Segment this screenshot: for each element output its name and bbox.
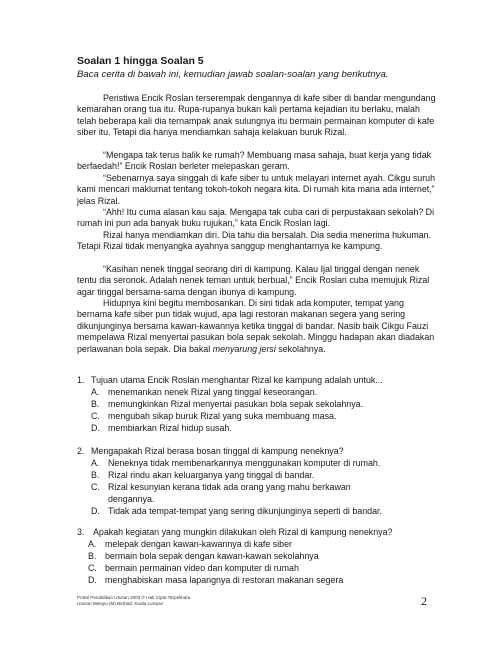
option-text: menemankan nenek Rizal yang tinggal keseorangan. xyxy=(108,387,318,397)
option-text: bermain bola sepak dengan kawan-kawan sekolahnya xyxy=(105,551,319,561)
page-number: 2 xyxy=(421,594,427,608)
question-3-option-b[interactable] xyxy=(88,551,319,561)
option-text: Neneknya tidak membenarkannya menggunakan komputer di rumah. xyxy=(108,458,381,468)
option-letter: A. xyxy=(91,458,100,468)
story-paragraph-7 xyxy=(77,298,437,355)
story-italic-phrase: menyarung jersi xyxy=(212,343,276,354)
question-2-option-b[interactable] xyxy=(91,470,314,480)
option-letter: A. xyxy=(91,387,100,397)
question-2-number: 2. xyxy=(77,446,85,456)
section-title: Soalan 1 hingga Soalan 5 xyxy=(77,55,204,67)
question-3-option-c[interactable] xyxy=(88,563,299,573)
question-3-number: 3. xyxy=(77,527,85,537)
option-letter: B. xyxy=(91,399,100,409)
option-letter: A. xyxy=(88,539,97,549)
option-text: melepak dengan kawan-kawannya di kafe siber xyxy=(105,539,292,549)
option-letter: C. xyxy=(91,482,100,492)
question-1-option-b[interactable] xyxy=(91,399,363,409)
question-2-option-a[interactable] xyxy=(91,458,380,468)
option-text: membiarkan Rizal hidup susah. xyxy=(108,423,232,433)
story-paragraph-4 xyxy=(77,207,437,230)
option-text: Rizal kesunyian kerana tidak ada orang yang mahu berkawan xyxy=(108,482,351,492)
option-text: mengubah sikap buruk Rizal yang suka membuang masa. xyxy=(108,411,337,421)
option-text: Rizal rindu akan keluarganya yang tinggal di bandar. xyxy=(108,470,315,480)
option-text: bermain permainan video dan komputer di rumah xyxy=(105,563,299,573)
question-3-option-a[interactable] xyxy=(88,539,292,549)
story-paragraph-1 xyxy=(77,93,437,139)
story-text: sekolahnya. xyxy=(275,343,326,354)
question-1-number: 1. xyxy=(77,375,85,385)
story-text: Hidupnya kini begitu membosankan. Di sini tidak ada komputer, tempat yang bernama kafe siber pun tidak wujud, apa lagi restoran makanan segera yang sering dikunjunginya bersama kawan-kawannya ketika tinggal di bandar. Nasib baik Cikgu Fauzi mempelawa Rizal menyertai pasukan bola sepak sekolah. Minggu hadapan akan diadakan perlawanan bola sepak. Dia bakal xyxy=(77,298,435,354)
option-letter: B. xyxy=(91,470,100,480)
question-1-option-c[interactable] xyxy=(91,411,336,421)
question-1-text: Tujuan utama Encik Roslan menghantar Rizal ke kampung adalah untuk... xyxy=(91,375,383,385)
option-letter: D. xyxy=(91,423,100,433)
option-letter: C. xyxy=(91,411,100,421)
story-text: “Ahh! Itu cuma alasan kau saja. Mengapa tak cuba cari di perpustakaan sekolah? Di rumah ini pun ada banyak buku rujukan,” kata Encik Roslan lagi. xyxy=(77,207,435,229)
story-text: “Sebenarnya saya singgah di kafe siber tu untuk melayari internet ayah. Cikgu suruh kami mencari maklumat tentang tokoh-tokoh negara kita. Di rumah kita mana ada internet,” jelas Rizal. xyxy=(77,173,436,206)
instruction-text: Baca cerita di bawah ini, kemudian jawab soalan-soalan yang berikutnya. xyxy=(77,69,389,80)
question-3-option-d[interactable] xyxy=(88,575,343,585)
story-text: “Kasihan nenek tinggal seorang diri di kampung. Kalau Ijal tinggal dengan nenek tentu dia seronok. Adalah nenek teman untuk berbual,” Encik Roslan cuba memujuk Rizal agar tinggal bersama-sama dengan ibunya di kampung. xyxy=(77,264,430,297)
option-text: memungkinkan Rizal menyertai pasukan bola sepak sekolahnya. xyxy=(108,399,364,409)
option-text: menghabiskan masa lapangnya di restoran makanan segera xyxy=(105,575,344,585)
option-letter: D. xyxy=(88,575,97,585)
question-1-option-a[interactable] xyxy=(91,387,317,397)
question-1-option-d[interactable] xyxy=(91,423,232,433)
question-2-text: Mengapakah Rizal berasa bosan tinggal di kampung neneknya? xyxy=(91,446,344,456)
story-paragraph-5 xyxy=(77,230,437,253)
question-3-text: Apakah kegiatan yang mungkin dilakukan oleh Rizal di kampung neneknya? xyxy=(93,527,393,537)
option-text: Tidak ada tempat-tempat yang sering dikunjunginya seperti di bandar. xyxy=(108,506,382,516)
footer-publisher: Utusan Melayu (M) Berhad, Kuala Lumpur xyxy=(77,601,164,606)
story-text: Rizal hanya mendiamkan diri. Dia tahu dia bersalah. Dia sedia menerima hukuman. Tetapi Rizal tidak menyangka ayahnya sanggup menghantarnya ke kampung. xyxy=(77,230,432,252)
footer-copyright: Portal Pendidikan Utusan 2003 © Hak Cipta Terpelihara xyxy=(77,595,191,600)
option-letter: D. xyxy=(91,506,100,516)
story-paragraph-6 xyxy=(77,264,437,298)
option-letter: B. xyxy=(88,551,97,561)
story-paragraph-3 xyxy=(77,173,437,207)
question-2-option-c[interactable] xyxy=(91,482,351,492)
story-paragraph-2 xyxy=(77,150,437,173)
story-text: “Mengapa tak terus balik ke rumah? Membuang masa sahaja, buat kerja yang tidak berfaedah!” Encik Roslan berleter melepaskan geram. xyxy=(77,150,432,172)
story-text: Peristiwa Encik Roslan terserempak dengannya di kafe siber di bandar mengundang kemarahan orang tua itu. Rupa-rupanya bukan kali pertama kejadian itu berlaku, malah telah beberapa kali dia ternampak anak sulungnya itu bermain permainan komputer di kafe siber itu. Tetapi dia hanya mendiamkan sahaja kelakuan buruk Rizal. xyxy=(77,93,436,138)
question-2-option-d[interactable] xyxy=(91,506,382,516)
question-2-option-c-continued: dengannya. xyxy=(108,494,155,504)
option-letter: C. xyxy=(88,563,97,573)
